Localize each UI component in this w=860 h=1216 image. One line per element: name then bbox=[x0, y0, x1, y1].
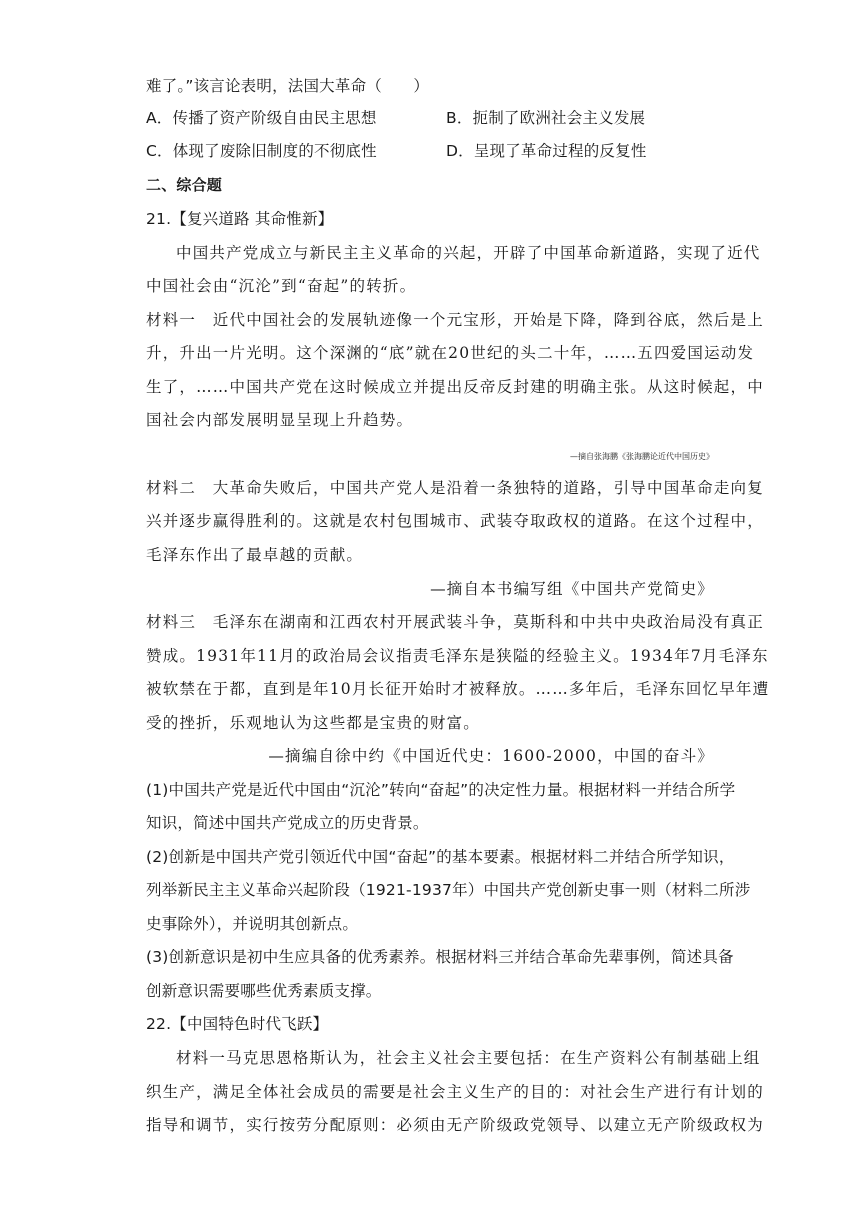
option-b: B．扼制了欧洲社会主义发展 bbox=[446, 109, 646, 127]
material-2-line-3: 毛泽东作出了最卓越的贡献。 bbox=[146, 546, 364, 564]
material-3-line-3: 被软禁在于都，直到是年10月长征开始时才被释放。……多年后，毛泽东回忆早年遭 bbox=[146, 680, 770, 698]
q22-material-1-line-2: 织生产，满足全体社会成员的需要是社会主义生产的目的：对社会生产进行有计划的 bbox=[146, 1083, 764, 1101]
material-3-source: —摘编自徐中约《中国近代史：1600-2000，中国的奋斗》 bbox=[268, 747, 714, 765]
question-20-stem-end: 难了。”该言论表明，法国大革命（ ） bbox=[146, 77, 430, 95]
material-1-source: —摘自张海鹏《张海鹏论近代中国历史》 bbox=[570, 452, 714, 461]
material-1-line-3: 生了，……中国共产党在这时候成立并提出反帝反封建的明确主张。从这时候起，中 bbox=[146, 378, 764, 396]
material-1-line-4: 国社会内部发展明显呈现上升趋势。 bbox=[146, 411, 414, 429]
q22-material-1-line-3: 指导和调节，实行按劳分配原则：必须由无产阶级政党领导、以建立无产阶级政权为 bbox=[146, 1116, 764, 1134]
question-22-title: 22.【中国特色时代飞跃】 bbox=[146, 1015, 329, 1033]
material-3-line-1: 材料三 毛泽东在湖南和江西农村开展武装斗争，莫斯科和中共中央政治局没有真正 bbox=[146, 613, 764, 631]
subquestion-1-line-1: (1)中国共产党是近代中国由“沉沦”转向“奋起”的决定性力量。根据材料一并结合所学 bbox=[146, 781, 736, 799]
intro-line-1: 中国共产党成立与新民主主义革命的兴起，开辟了中国革命新道路，实现了近代 bbox=[176, 244, 761, 262]
option-d: D．呈现了革命过程的反复性 bbox=[446, 142, 647, 160]
subquestion-2-line-3: 史事除外），并说明其创新点。 bbox=[146, 915, 359, 933]
question-21-title: 21.【复兴道路 其命惟新】 bbox=[146, 210, 334, 228]
material-2-line-1: 材料二 大革命失败后，中国共产党人是沿着一条独特的道路，引导中国革命走向复 bbox=[146, 479, 764, 497]
material-3-line-4: 受的挫折，乐观地认为这些都是宝贵的财富。 bbox=[146, 714, 481, 732]
section-heading: 二、综合题 bbox=[146, 176, 223, 194]
option-c: C．体现了废除旧制度的不彻底性 bbox=[146, 142, 377, 160]
subquestion-2-line-1: (2)创新是中国共产党引领近代中国“奋起”的基本要素。根据材料二并结合所学知识， bbox=[146, 848, 735, 866]
subquestion-1-line-2: 知识，简述中国共产党成立的历史背景。 bbox=[146, 814, 429, 832]
intro-line-2: 中国社会由“沉沦”到“奋起”的转折。 bbox=[146, 277, 417, 295]
material-2-line-2: 兴并逐步赢得胜利的。这就是农村包围城市、武装夺取政权的道路。在这个过程中， bbox=[146, 512, 764, 530]
subquestion-3-line-1: (3)创新意识是初中生应具备的优秀素养。根据材料三并结合革命先辈事例，简述具备 bbox=[146, 948, 734, 966]
option-a: A．传播了资产阶级自由民主思想 bbox=[146, 109, 377, 127]
subquestion-3-line-2: 创新意识需要哪些优秀素质支撑。 bbox=[146, 982, 382, 1000]
material-1-line-1: 材料一 近代中国社会的发展轨迹像一个元宝形，开始是下降，降到谷底，然后是上 bbox=[146, 311, 764, 329]
q22-material-1-line-1: 材料一马克思恩格斯认为，社会主义社会主要包括：在生产资料公有制基础上组 bbox=[176, 1049, 761, 1067]
material-3-line-2: 赞成。1931年11月的政治局会议指责毛泽东是狭隘的经验主义。1934年7月毛泽东 bbox=[146, 647, 769, 665]
material-1-line-2: 升，升出一片光明。这个深渊的“底”就在20世纪的头二十年，……五四爱国运动发 bbox=[146, 344, 755, 362]
material-2-source: —摘自本书编写组《中国共产党简史》 bbox=[430, 580, 714, 598]
subquestion-2-line-2: 列举新民主主义革命兴起阶段（1921-1937年）中国共产党创新史事一则（材料二所涉 bbox=[146, 881, 751, 899]
